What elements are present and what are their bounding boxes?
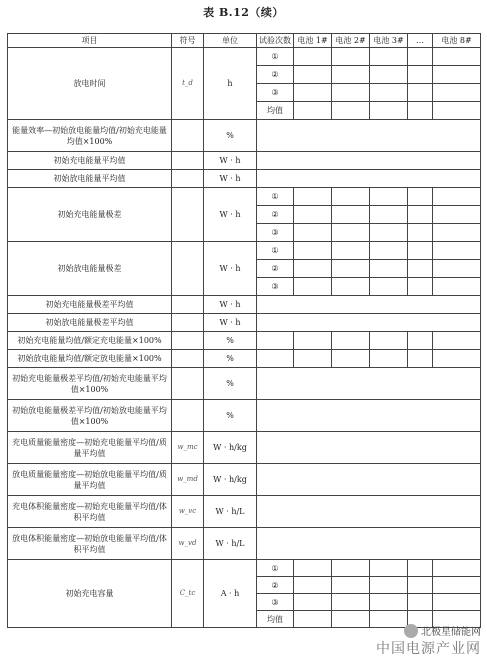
trial-label: ③ <box>257 224 294 242</box>
row-label: 初始放电能量均值/额定放电能量×100% <box>8 350 172 368</box>
watermark-bottom-text: 中国电源产业网 <box>376 641 481 657</box>
trial-label: ① <box>257 560 294 577</box>
avg-label: 均值 <box>257 102 294 120</box>
header-unit: 单位 <box>204 34 257 48</box>
header-ellipsis: … <box>408 34 433 48</box>
avg-label: 均值 <box>257 611 294 628</box>
watermark <box>376 623 481 658</box>
row-unit: % <box>204 120 257 152</box>
row-unit: W · h <box>204 296 257 314</box>
row-label: 初始充电能量极差平均值/初始充电能量平均值×100% <box>8 368 172 400</box>
trial-label: ① <box>257 242 294 260</box>
row-unit: W · h <box>204 188 257 242</box>
row-symbol: w_mc <box>172 432 204 464</box>
row-unit: W · h/L <box>204 528 257 560</box>
data-table <box>7 33 481 628</box>
header-battery-1: 电池 1# <box>294 34 332 48</box>
row-symbol: C_tc <box>172 560 204 628</box>
row-label: 放电质量能量密度—初始放电能量平均值/质量平均值 <box>8 464 172 496</box>
header-item: 项目 <box>8 34 172 48</box>
header-battery-3: 电池 3# <box>370 34 408 48</box>
header-trials: 试验次数 <box>257 34 294 48</box>
row-label: 初始充电容量 <box>8 560 172 628</box>
trial-label: ① <box>257 48 294 66</box>
row-unit: W · h/kg <box>204 432 257 464</box>
row-label: 充电质量能量密度—初始充电能量平均值/质量平均值 <box>8 432 172 464</box>
row-symbol: w_vc <box>172 496 204 528</box>
row-unit: W · h/kg <box>204 464 257 496</box>
header-symbol: 符号 <box>172 34 204 48</box>
wechat-logo-icon <box>404 624 418 638</box>
row-unit: % <box>204 332 257 350</box>
row-unit: A · h <box>204 560 257 628</box>
row-symbol: w_md <box>172 464 204 496</box>
trial-label: ① <box>257 188 294 206</box>
trial-label: ② <box>257 206 294 224</box>
row-unit: % <box>204 350 257 368</box>
row-symbol: w_vd <box>172 528 204 560</box>
row-unit: h <box>204 48 257 120</box>
trial-label: ③ <box>257 84 294 102</box>
trial-label: ③ <box>257 278 294 296</box>
row-label: 初始放电能量极差 <box>8 242 172 296</box>
row-label: 初始充电能量均值/额定充电能量×100% <box>8 332 172 350</box>
row-label: 能量效率—初始放电能量均值/初始充电能量均值×100% <box>8 120 172 152</box>
row-symbol: t_d <box>172 48 204 120</box>
row-unit: W · h <box>204 314 257 332</box>
trial-label: ③ <box>257 594 294 611</box>
trial-label: ② <box>257 66 294 84</box>
row-unit: W · h <box>204 170 257 188</box>
row-label: 初始充电能量极差平均值 <box>8 296 172 314</box>
table-title: 表 B.12（续） <box>203 6 284 19</box>
row-label: 充电体积能量密度—初始充电能量平均值/体积平均值 <box>8 496 172 528</box>
header-battery-8: 电池 8# <box>433 34 481 48</box>
row-label: 初始充电能量平均值 <box>8 152 172 170</box>
row-unit: % <box>204 400 257 432</box>
trial-label: ② <box>257 577 294 594</box>
row-label: 初始放电能量平均值 <box>8 170 172 188</box>
row-unit: W · h <box>204 152 257 170</box>
watermark-top-text: 北极星储能网 <box>421 627 481 638</box>
row-label: 放电时间 <box>8 48 172 120</box>
row-label: 放电体积能量密度—初始放电能量平均值/体积平均值 <box>8 528 172 560</box>
header-row <box>8 34 481 48</box>
header-battery-2: 电池 2# <box>332 34 370 48</box>
row-unit: % <box>204 368 257 400</box>
row-label: 初始放电能量极差平均值 <box>8 314 172 332</box>
trial-label: ② <box>257 260 294 278</box>
row-unit: W · h <box>204 242 257 296</box>
row-label: 初始充电能量极差 <box>8 188 172 242</box>
row-unit: W · h/L <box>204 496 257 528</box>
row-label: 初始放电能量极差平均值/初始放电能量平均值×100% <box>8 400 172 432</box>
